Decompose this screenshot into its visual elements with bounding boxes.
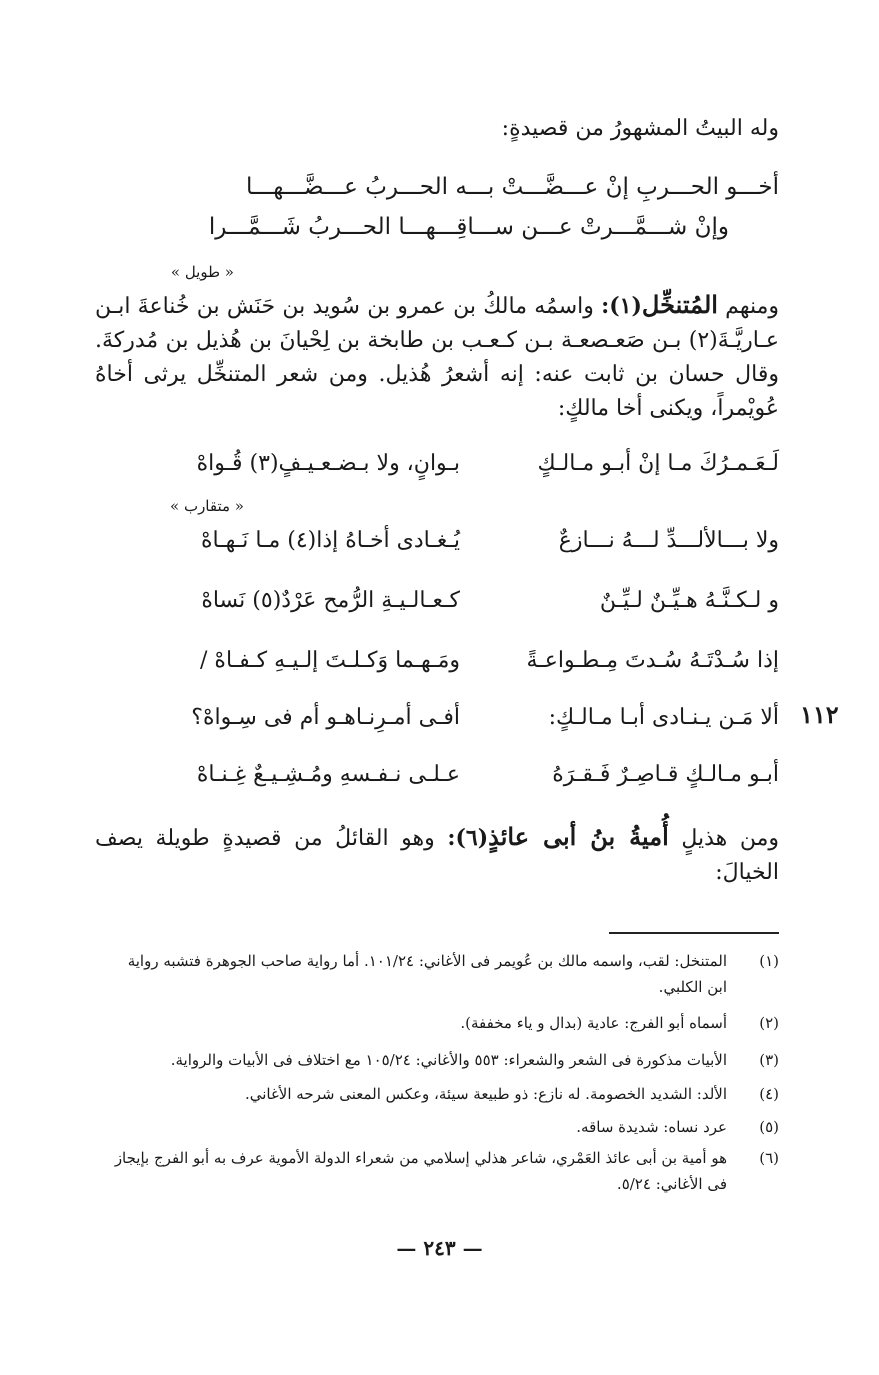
footnote-text: هو أمية بن أبى عائذ العَمْري، شاعر هذلي إسلامي من شعراء الدولة الأموية عرف به أبو الفرج بإيجاز فى الأغاني: ٥/٢٤. [114, 1149, 727, 1193]
verse-hemistich-2: يُـغـادى أخـاهُ إذا(٤) مـا نَـهـاهْ [200, 528, 460, 553]
footnote-number: (٢) [759, 1014, 779, 1032]
footnote-ref-1: (١): [601, 293, 642, 319]
footnote-number: (٦) [759, 1149, 779, 1167]
footnote-ref-6: (٦): [447, 825, 489, 851]
paragraph-umayya [95, 820, 779, 890]
verse-row [100, 643, 779, 679]
verse1-line1: أخـــو الحـــربِ إنْ عـــضَّـــتْ بـــه الحـــربُ عـــضَّـــهـــا [245, 174, 779, 200]
verse-hemistich-2: أفـى أمـرِنـاهـو أم فى سِـواهْ؟ [191, 705, 460, 730]
poet-name-umayya: أُميةُ بنُ أبى عائذٍ [488, 822, 669, 851]
verse-row [100, 757, 779, 793]
para2-text: وهو القائلُ من قصيدةٍ طويلة يصف الخيالَ: [95, 826, 779, 885]
footnote-text: الألد: الشديد الخصومة. له نازع: ذو طبيعة سيئة، وعكس المعنى شرحه الأغاني. [244, 1085, 727, 1103]
verse-hemistich-2: عـلـى نـفـسهِ ومُـشِـيـعٌ غِـنـاهْ [196, 762, 460, 787]
para1-lead: ومنهم [717, 294, 780, 319]
verse-hemistich-1: ألا مَـن يـنـادى أبـا مـالـكٍ: [548, 705, 779, 730]
verse-row [100, 523, 779, 559]
footnote-number: (٤) [759, 1085, 779, 1103]
page-number: — ٢٤٣ — [396, 1236, 483, 1260]
footnote-number: (٥) [759, 1118, 779, 1136]
footnote-text: أسماه أبو الفرج: عادية (بدال و ياء مخففة). [460, 1014, 727, 1032]
para1-text: واسمُه مالكُ بن عمرو بن سُويد بن حَنَش بن خُناعةَ ابـن عـاريَّـةَ(٢) بـن صَعـصعـة بـن كـعـب بن طابخة بن لِحْيانَ بن هُذيل بن مُدركةَ. وقال حسان بن ثابت عنه: إنه أشعرُ هُذيل. ومن شعر المتنخِّل يرثى أخاهُ عُويْمراً، ويكنى أخا مالكٍ: [95, 294, 779, 421]
meter-label-tawil: « طويل » [170, 263, 234, 281]
footnote-text: عرد نساه: شديدة ساقه. [576, 1118, 727, 1136]
verse-hemistich-2: بـوانٍ، ولا بـضـعـيـفٍ(٣) قُـواهْ [196, 451, 460, 476]
footnote [110, 948, 779, 1000]
verse1-line2: وإنْ شـــمَّـــرتْ عـــن ســـاقِـــهـــا الحـــربُ شَـــمَّـــرا [208, 214, 729, 240]
para2-lead: ومن هذيلٍ [668, 826, 779, 851]
verse-hemistich-1: و لـكـنَّـهُ هـيِّـنٌ لـيِّـنٌ [599, 588, 779, 613]
margin-page-number: ١١٢ [800, 700, 839, 729]
verse-row [100, 583, 779, 619]
footnote [110, 1145, 779, 1197]
verse-hemistich-2: ومَـهـما وَكـلـتَ إلـيـهِ كـفـاهْ / [200, 648, 460, 673]
footnote-number: (١) [759, 952, 779, 970]
verse-hemistich-1: ولا بـــالألـــدِّ لـــهُ نـــازعٌ [558, 528, 779, 553]
verse-hemistich-2: كـعـالـيـةِ الرُّمح عَرْدٌ(٥) نَساهْ [201, 588, 460, 613]
verse-hemistich-1: أبـو مـالـكٍ قـاصِـرٌ فَـقـرَهُ [552, 762, 779, 787]
footnote-text: المتنخل: لقب، واسمه مالك بن عُويمر فى الأغاني: ١٠١/٢٤. أما رواية صاحب الجوهرة فتشبه رواية ابن الكلبي. [127, 952, 727, 996]
intro-line: وله البيتُ المشهورُ من قصيدةٍ: [501, 116, 779, 141]
meter-label-mutaqarib: « متقارب » [170, 497, 244, 515]
paragraph-mutanakhkhil [95, 288, 779, 426]
verse-row [100, 446, 779, 482]
footnote-divider [609, 932, 779, 934]
verse-row [100, 700, 779, 736]
verse-hemistich-1: إذا سُـدْتَـهُ سُـدتَ مِـطـواعـةً [526, 648, 779, 673]
footnote-text: الأبيات مذكورة فى الشعر والشعراء: ٥٥٣ والأغاني: ١٠٥/٢٤ مع اختلاف فى الأبيات والرواية. [170, 1051, 727, 1069]
verse-hemistich-1: لَـعَـمـرُكَ مـا إنْ أبـو مـالـكٍ [537, 451, 779, 476]
poet-name-mutanakhkhil: المُتنخِّل [641, 290, 718, 319]
footnote-number: (٣) [759, 1051, 779, 1069]
